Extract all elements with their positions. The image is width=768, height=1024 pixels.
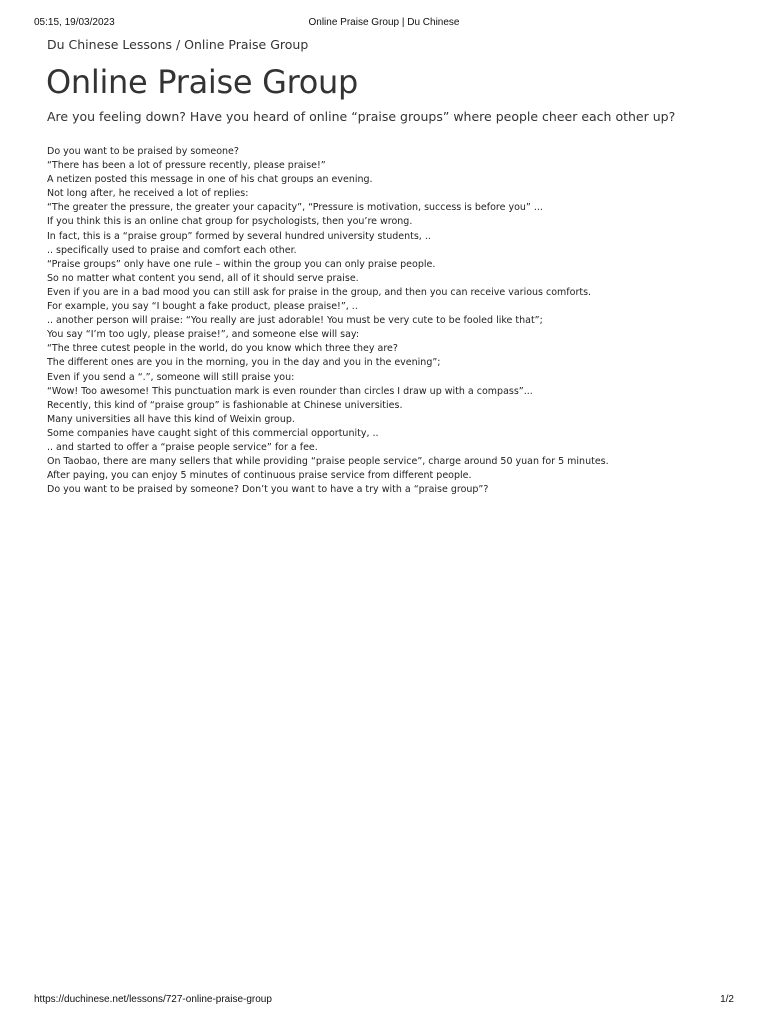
body-line: “There has been a lot of pressure recently, please praise!”: [47, 160, 326, 172]
body-line: Many universities all have this kind of Weixin group.: [47, 413, 295, 425]
body-line: For example, you say “I bought a fake product, please praise!”, ..: [47, 301, 358, 313]
print-url: https://duchinese.net/lessons/727-online-praise-group: [34, 994, 272, 1005]
body-line: Not long after, he received a lot of replies:: [47, 188, 249, 200]
body-line: You say “I’m too ugly, please praise!”, and someone else will say:: [47, 329, 360, 341]
print-page-number: 1/2: [720, 994, 734, 1005]
body-line: So no matter what content you send, all of it should serve praise.: [47, 272, 359, 284]
print-datetime: 05:15, 19/03/2023: [34, 17, 115, 28]
breadcrumb: [47, 37, 308, 52]
body-line: “Praise groups” only have one rule – within the group you can only praise people.: [47, 258, 436, 270]
lesson-subtitle: Are you feeling down? Have you heard of online “praise groups” where people cheer each other up?: [47, 109, 676, 124]
body-line: “The greater the pressure, the greater your capacity”, “Pressure is motivation, success is before you” ...: [47, 202, 543, 214]
body-line: Recently, this kind of “praise group” is fashionable at Chinese universities.: [47, 399, 403, 411]
body-line: “Wow! Too awesome! This punctuation mark is even rounder than circles I draw up with a compass”...: [47, 385, 533, 397]
body-line: “The three cutest people in the world, do you know which three they are?: [47, 343, 398, 355]
page-title: Online Praise Group: [46, 63, 359, 101]
body-line: After paying, you can enjoy 5 minutes of continuous praise service from different people.: [47, 470, 472, 482]
body-line: On Taobao, there are many sellers that while providing “praise people service”, charge around 50 yuan for 5 minutes.: [47, 456, 609, 468]
body-line: A netizen posted this message in one of his chat groups an evening.: [47, 174, 373, 186]
body-line: Do you want to be praised by someone? Don’t you want to have a try with a “praise group”?: [47, 484, 489, 496]
print-header: [34, 17, 734, 31]
body-line: The different ones are you in the morning, you in the day and you in the evening”;: [47, 357, 441, 369]
print-footer: [34, 994, 734, 1008]
breadcrumb-link[interactable]: Du Chinese Lessons / Online Praise Group: [47, 37, 309, 52]
body-line: Some companies have caught sight of this commercial opportunity, ..: [47, 427, 379, 439]
body-line: Do you want to be praised by someone?: [47, 146, 239, 157]
lesson-body: [47, 145, 728, 497]
body-line: Even if you send a “.”, someone will still praise you:: [47, 371, 295, 383]
body-line: In fact, this is a “praise group” formed by several hundred university students, ..: [47, 230, 431, 242]
body-line: If you think this is an online chat group for psychologists, then you’re wrong.: [47, 216, 413, 228]
body-line: Even if you are in a bad mood you can still ask for praise in the group, and then you can receive various comforts.: [47, 286, 592, 298]
print-page-title: Online Praise Group | Du Chinese: [308, 17, 460, 28]
body-line: .. and started to offer a “praise people service” for a fee.: [47, 441, 318, 453]
body-line: .. another person will praise: “You really are just adorable! You must be very cute to be fooled like that”;: [47, 315, 543, 327]
body-line: .. specifically used to praise and comfort each other.: [47, 244, 297, 256]
